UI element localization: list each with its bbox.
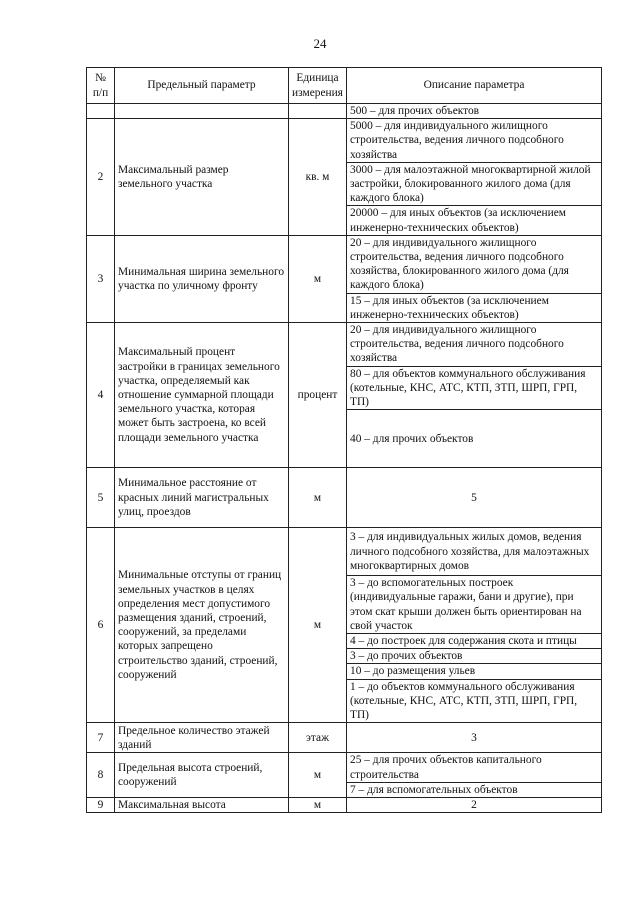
desc-cell: 1 – до объектов коммунального обслуживания (котельные, КНС, АТС, КТП, ЗТП, ШРП, ГРП, ТП) bbox=[347, 679, 602, 723]
row-number: 8 bbox=[87, 753, 115, 798]
desc-cell: 80 – для объектов коммунального обслуживания (котельные, КНС, АТС, КТП, ЗТП, ШРП, ГРП, ТП) bbox=[347, 366, 602, 410]
row-number: 3 bbox=[87, 235, 115, 322]
desc-cell: 20000 – для иных объектов (за исключением инженерно-технических объектов) bbox=[347, 206, 602, 235]
row-number: 5 bbox=[87, 468, 115, 528]
unit-cell: процент bbox=[289, 323, 347, 468]
table-row bbox=[87, 323, 602, 367]
unit-cell: м bbox=[289, 528, 347, 723]
header-param: Предельный параметр bbox=[115, 68, 289, 104]
desc-cell: 25 – для прочих объектов капитального строительства bbox=[347, 753, 602, 782]
row-number: 7 bbox=[87, 723, 115, 753]
table-row bbox=[87, 119, 602, 163]
desc-cell: 3 – до вспомогательных построек (индивидуальные гаражи, бани и другие), при этом скат крыши должен быть ориентирован на свой участок bbox=[347, 576, 602, 634]
desc-cell: 4 – до построек для содержания скота и птицы bbox=[347, 634, 602, 649]
param-cell: Минимальное расстояние от красных линий магистральных улиц, проездов bbox=[115, 468, 289, 528]
param-cell: Предельная высота строений, сооружений bbox=[115, 753, 289, 798]
param-cell: Максимальная высота bbox=[115, 797, 289, 812]
table-row bbox=[87, 753, 602, 782]
desc-cell: 500 – для прочих объектов bbox=[347, 104, 602, 119]
desc-cell: 7 – для вспомогательных объектов bbox=[347, 782, 602, 797]
row-number: 6 bbox=[87, 528, 115, 723]
parameters-table bbox=[86, 67, 602, 813]
table-row bbox=[87, 797, 602, 812]
header-unit: Единица измерения bbox=[289, 68, 347, 104]
value-cell: 2 bbox=[347, 797, 602, 812]
desc-cell: 20 – для индивидуального жилищного строительства, ведения личного подсобного хозяйства, блокированного жилого дома (для каждого блока) bbox=[347, 235, 602, 293]
page-number: 24 bbox=[313, 36, 327, 51]
unit-cell: этаж bbox=[289, 723, 347, 753]
desc-cell: 10 – до размещения ульев bbox=[347, 664, 602, 679]
unit-cell: м bbox=[289, 753, 347, 798]
param-cell: Минимальная ширина земельного участка по уличному фронту bbox=[115, 235, 289, 322]
unit-cell: м bbox=[289, 468, 347, 528]
value-cell: 3 bbox=[347, 723, 602, 753]
param-cell: Предельное количество этажей зданий bbox=[115, 723, 289, 753]
param-cell: Максимальный процент застройки в границах земельного участка, определяемый как отношение суммарной площади земельного участка, которая может быть застроена, ко всей площади земельного участка bbox=[115, 323, 289, 468]
table-header-row bbox=[87, 68, 602, 104]
header-desc: Описание параметра bbox=[347, 68, 602, 104]
desc-cell: 40 – для прочих объектов bbox=[347, 410, 602, 468]
desc-cell: 5000 – для индивидуального жилищного строительства, ведения личного подсобного хозяйства bbox=[347, 119, 602, 163]
desc-cell: 20 – для индивидуального жилищного строительства, ведения личного подсобного хозяйства bbox=[347, 323, 602, 367]
row-number: 2 bbox=[87, 119, 115, 236]
header-num: № п/п bbox=[87, 68, 115, 104]
param-cell: Минимальные отступы от границ земельных участков в целях определения мест допустимого размещения зданий, строений, сооружений, за пределами которых запрещено строительство зданий, строений, сооружений bbox=[115, 528, 289, 723]
unit-cell: м bbox=[289, 235, 347, 322]
table-row bbox=[87, 468, 602, 528]
value-cell: 5 bbox=[347, 468, 602, 528]
row-number: 9 bbox=[87, 797, 115, 812]
table-row bbox=[87, 104, 602, 119]
table-row bbox=[87, 528, 602, 576]
table-row bbox=[87, 235, 602, 293]
desc-cell: 3 – до прочих объектов bbox=[347, 649, 602, 664]
desc-cell: 15 – для иных объектов (за исключением инженерно-технических объектов) bbox=[347, 293, 602, 322]
unit-cell: м bbox=[289, 797, 347, 812]
desc-cell: 3000 – для малоэтажной многоквартирной жилой застройки, блокированного жилого дома (для каждого блока) bbox=[347, 162, 602, 206]
table-row bbox=[87, 723, 602, 753]
unit-cell: кв. м bbox=[289, 119, 347, 236]
row-number: 4 bbox=[87, 323, 115, 468]
param-cell: Максимальный размер земельного участка bbox=[115, 119, 289, 236]
desc-cell: 3 – для индивидуальных жилых домов, ведения личного подсобного хозяйства, для малоэтажных многоквартирных домов bbox=[347, 528, 602, 576]
